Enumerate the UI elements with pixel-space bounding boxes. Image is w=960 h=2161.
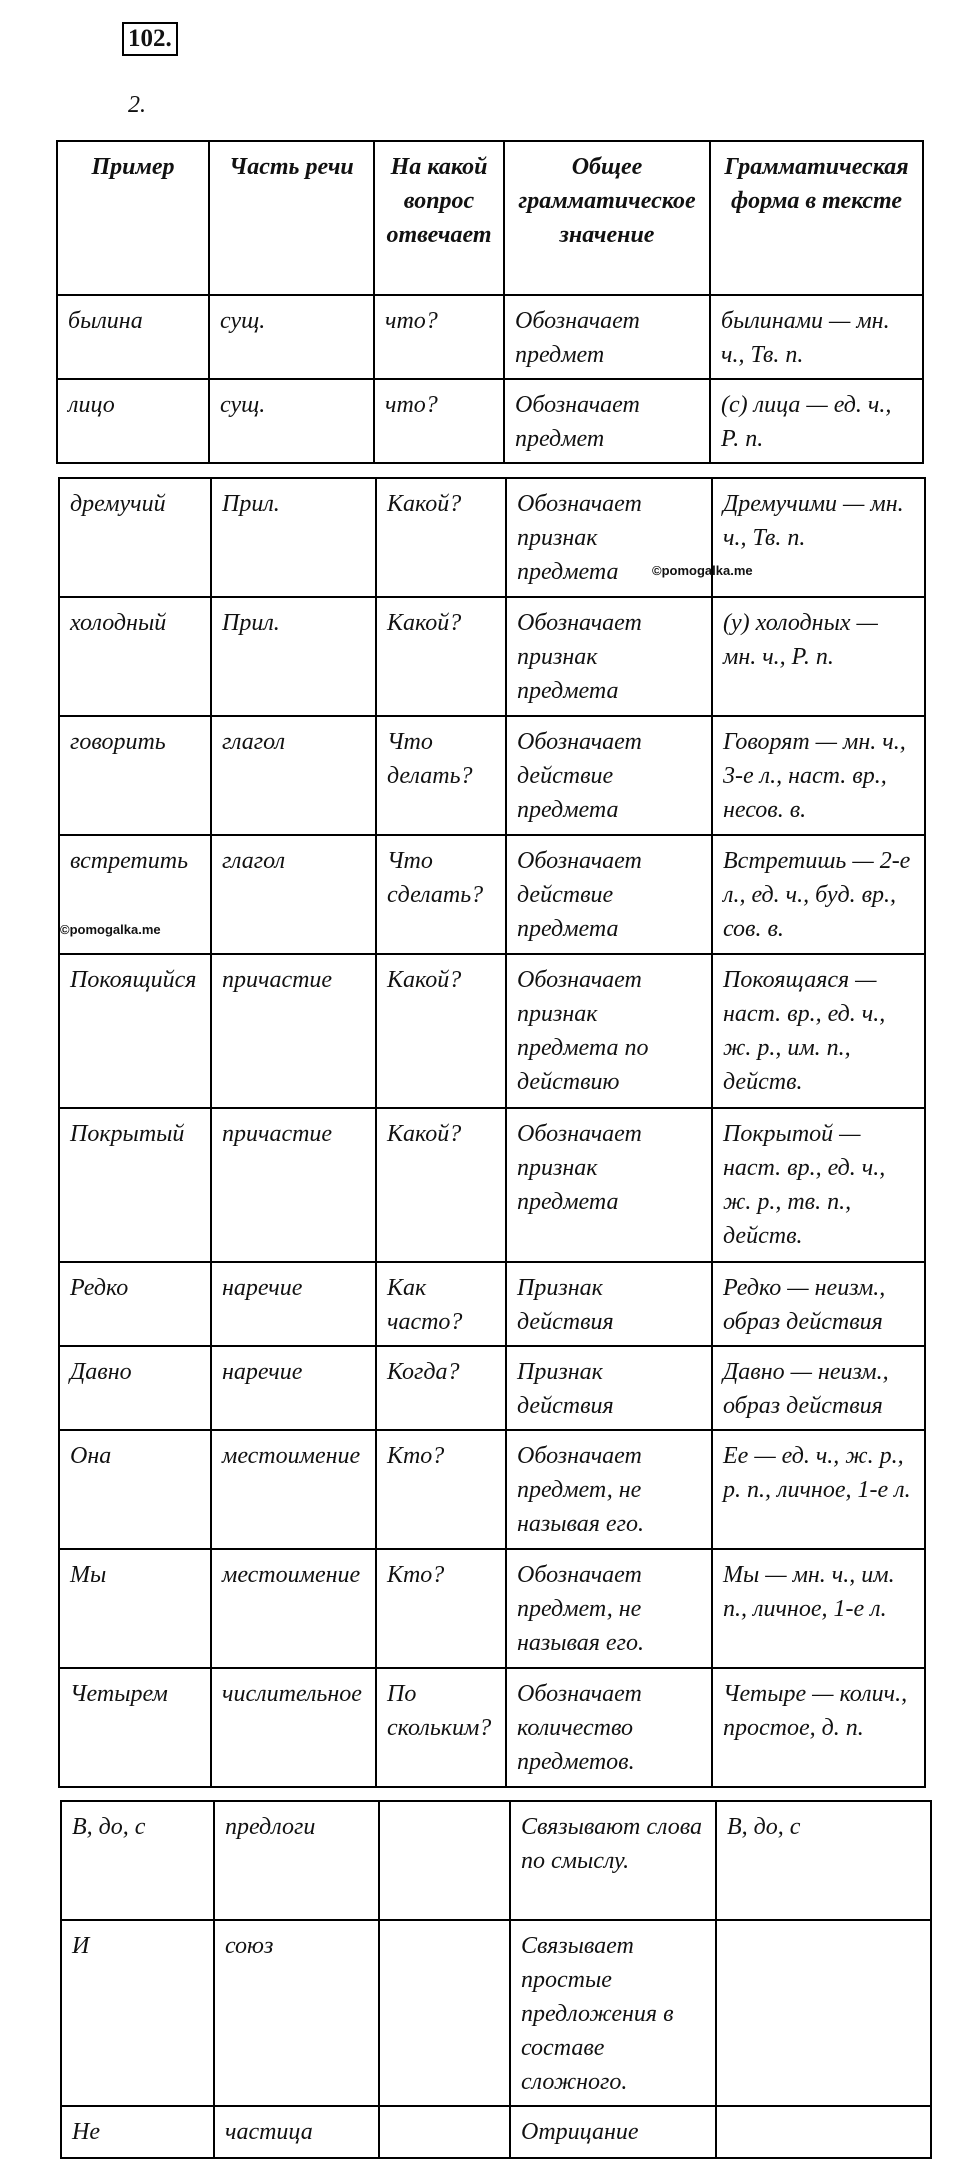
- table-row: [59, 597, 925, 716]
- table-cell: Редко — неизм., образ действия: [712, 1262, 925, 1346]
- table-cell: [716, 1920, 931, 2106]
- table-cell: Покрытой — наст. вр., ед. ч., ж. р., тв. п., действ.: [712, 1108, 925, 1262]
- table-cell: Покоящийся: [59, 954, 211, 1108]
- table-cell: Что сделать?: [376, 835, 506, 954]
- table-cell: Что делать?: [376, 716, 506, 835]
- table-cell: Давно: [59, 1346, 211, 1430]
- table-cell: Обозначает количество предметов.: [506, 1668, 712, 1787]
- table-function-words: [60, 1800, 932, 2159]
- table-cell: Как часто?: [376, 1262, 506, 1346]
- table-cell: лицо: [57, 379, 209, 463]
- column-header: Общее грамматическое значение: [504, 141, 710, 295]
- table-cell: наречие: [211, 1262, 376, 1346]
- table-cell: причастие: [211, 954, 376, 1108]
- table-cell: местоимение: [211, 1430, 376, 1549]
- table-cell: Редко: [59, 1262, 211, 1346]
- table-cell: Ее — ед. ч., ж. р., р. п., личное, 1-е л.: [712, 1430, 925, 1549]
- table-cell: Обозначает признак предмета: [506, 478, 712, 597]
- table-cell: Говорят — мн. ч., 3-е л., наст. вр., несов. в.: [712, 716, 925, 835]
- table-cell: Мы — мн. ч., им. п., личное, 1-е л.: [712, 1549, 925, 1668]
- table-cell: И: [61, 1920, 214, 2106]
- table-cell: числительное: [211, 1668, 376, 1787]
- table-cell: [716, 2106, 931, 2158]
- table-cell: сущ.: [209, 295, 374, 379]
- table-cell: наречие: [211, 1346, 376, 1430]
- table-cell: Отрицание: [510, 2106, 716, 2158]
- table-cell: Кто?: [376, 1549, 506, 1668]
- table-parts-of-speech: [58, 477, 926, 1788]
- table-row: [57, 295, 923, 379]
- table-row: [59, 1346, 925, 1430]
- table-cell: Когда?: [376, 1346, 506, 1430]
- table-cell: Кто?: [376, 1430, 506, 1549]
- column-header: Пример: [57, 141, 209, 295]
- table-cell: (у) холодных — мн. ч., Р. п.: [712, 597, 925, 716]
- table-row: [61, 2106, 931, 2158]
- table-cell: Четырем: [59, 1668, 211, 1787]
- table-cell: В, до, с: [61, 1801, 214, 1920]
- table-row: [61, 1801, 931, 1920]
- table-row: [59, 716, 925, 835]
- table-cell: Обозначает признак предмета: [506, 597, 712, 716]
- table-cell: местоимение: [211, 1549, 376, 1668]
- table-cell: Встретишь — 2-е л., ед. ч., буд. вр., сов. в.: [712, 835, 925, 954]
- table-cell: холодный: [59, 597, 211, 716]
- task-number: 2.: [128, 92, 146, 118]
- table-cell: Какой?: [376, 1108, 506, 1262]
- column-header: На какой вопрос отвечает: [374, 141, 504, 295]
- table-cell: Не: [61, 2106, 214, 2158]
- table-row: [59, 1108, 925, 1262]
- table-cell: предлоги: [214, 1801, 379, 1920]
- table-cell: [379, 2106, 510, 2158]
- table-row: [61, 1920, 931, 2106]
- table-cell: Покрытый: [59, 1108, 211, 1262]
- table-cell: [379, 1801, 510, 1920]
- table-cell: Обозначает предмет, не называя его.: [506, 1549, 712, 1668]
- table-cell: Обозначает признак предмета по действию: [506, 954, 712, 1108]
- table-cell: [379, 1920, 510, 2106]
- table-row: [59, 1549, 925, 1668]
- table-cell: дремучий: [59, 478, 211, 597]
- table-cell: Обозначает предмет: [504, 379, 710, 463]
- table-cell: встретить: [59, 835, 211, 954]
- table-row: [59, 1262, 925, 1346]
- table-cell: Мы: [59, 1549, 211, 1668]
- table-cell: Признак действия: [506, 1346, 712, 1430]
- table-cell: глагол: [211, 716, 376, 835]
- table-cell: По скольким?: [376, 1668, 506, 1787]
- table-cell: Обозначает признак предмета: [506, 1108, 712, 1262]
- table-cell: частица: [214, 2106, 379, 2158]
- table-nouns: [56, 140, 924, 464]
- watermark: ©pomogalka.me: [60, 922, 161, 937]
- table-cell: Прил.: [211, 597, 376, 716]
- table-row: [59, 1430, 925, 1549]
- table-cell: Обозначает предмет, не называя его.: [506, 1430, 712, 1549]
- table-cell: Обозначает действие предмета: [506, 835, 712, 954]
- table-row: [59, 1668, 925, 1787]
- table-cell: Обозначает действие предмета: [506, 716, 712, 835]
- table-cell: Четыре — колич., простое, д. п.: [712, 1668, 925, 1787]
- table-cell: Какой?: [376, 954, 506, 1108]
- table-cell: глагол: [211, 835, 376, 954]
- table-cell: Прил.: [211, 478, 376, 597]
- table-cell: былина: [57, 295, 209, 379]
- table-cell: Давно — неизм., образ действия: [712, 1346, 925, 1430]
- table-row: [59, 954, 925, 1108]
- table-cell: что?: [374, 379, 504, 463]
- table-cell: говорить: [59, 716, 211, 835]
- table-cell: Покоящаяся — наст. вр., ед. ч., ж. р., им. п., действ.: [712, 954, 925, 1108]
- table-cell: былинами — мн. ч., Тв. п.: [710, 295, 923, 379]
- column-header: Часть речи: [209, 141, 374, 295]
- table-cell: Какой?: [376, 597, 506, 716]
- table-cell: сущ.: [209, 379, 374, 463]
- exercise-number: 102.: [122, 22, 178, 56]
- table-cell: В, до, с: [716, 1801, 931, 1920]
- watermark: ©pomogalka.me: [652, 563, 753, 578]
- table-cell: Обозначает предмет: [504, 295, 710, 379]
- table-row: [59, 478, 925, 597]
- table-cell: Какой?: [376, 478, 506, 597]
- table-cell: Признак действия: [506, 1262, 712, 1346]
- table-cell: Связывают слова по смыслу.: [510, 1801, 716, 1920]
- table-cell: союз: [214, 1920, 379, 2106]
- column-header: Грамматическая форма в тексте: [710, 141, 923, 295]
- table-row: [57, 379, 923, 463]
- table-cell: Связывает простые предложения в составе сложного.: [510, 1920, 716, 2106]
- table-row: [59, 835, 925, 954]
- table-cell: что?: [374, 295, 504, 379]
- table-cell: (с) лица — ед. ч., Р. п.: [710, 379, 923, 463]
- table-header-row: [57, 141, 923, 295]
- table-cell: причастие: [211, 1108, 376, 1262]
- table-cell: Она: [59, 1430, 211, 1549]
- table-cell: Дремучими — мн. ч., Тв. п.: [712, 478, 925, 597]
